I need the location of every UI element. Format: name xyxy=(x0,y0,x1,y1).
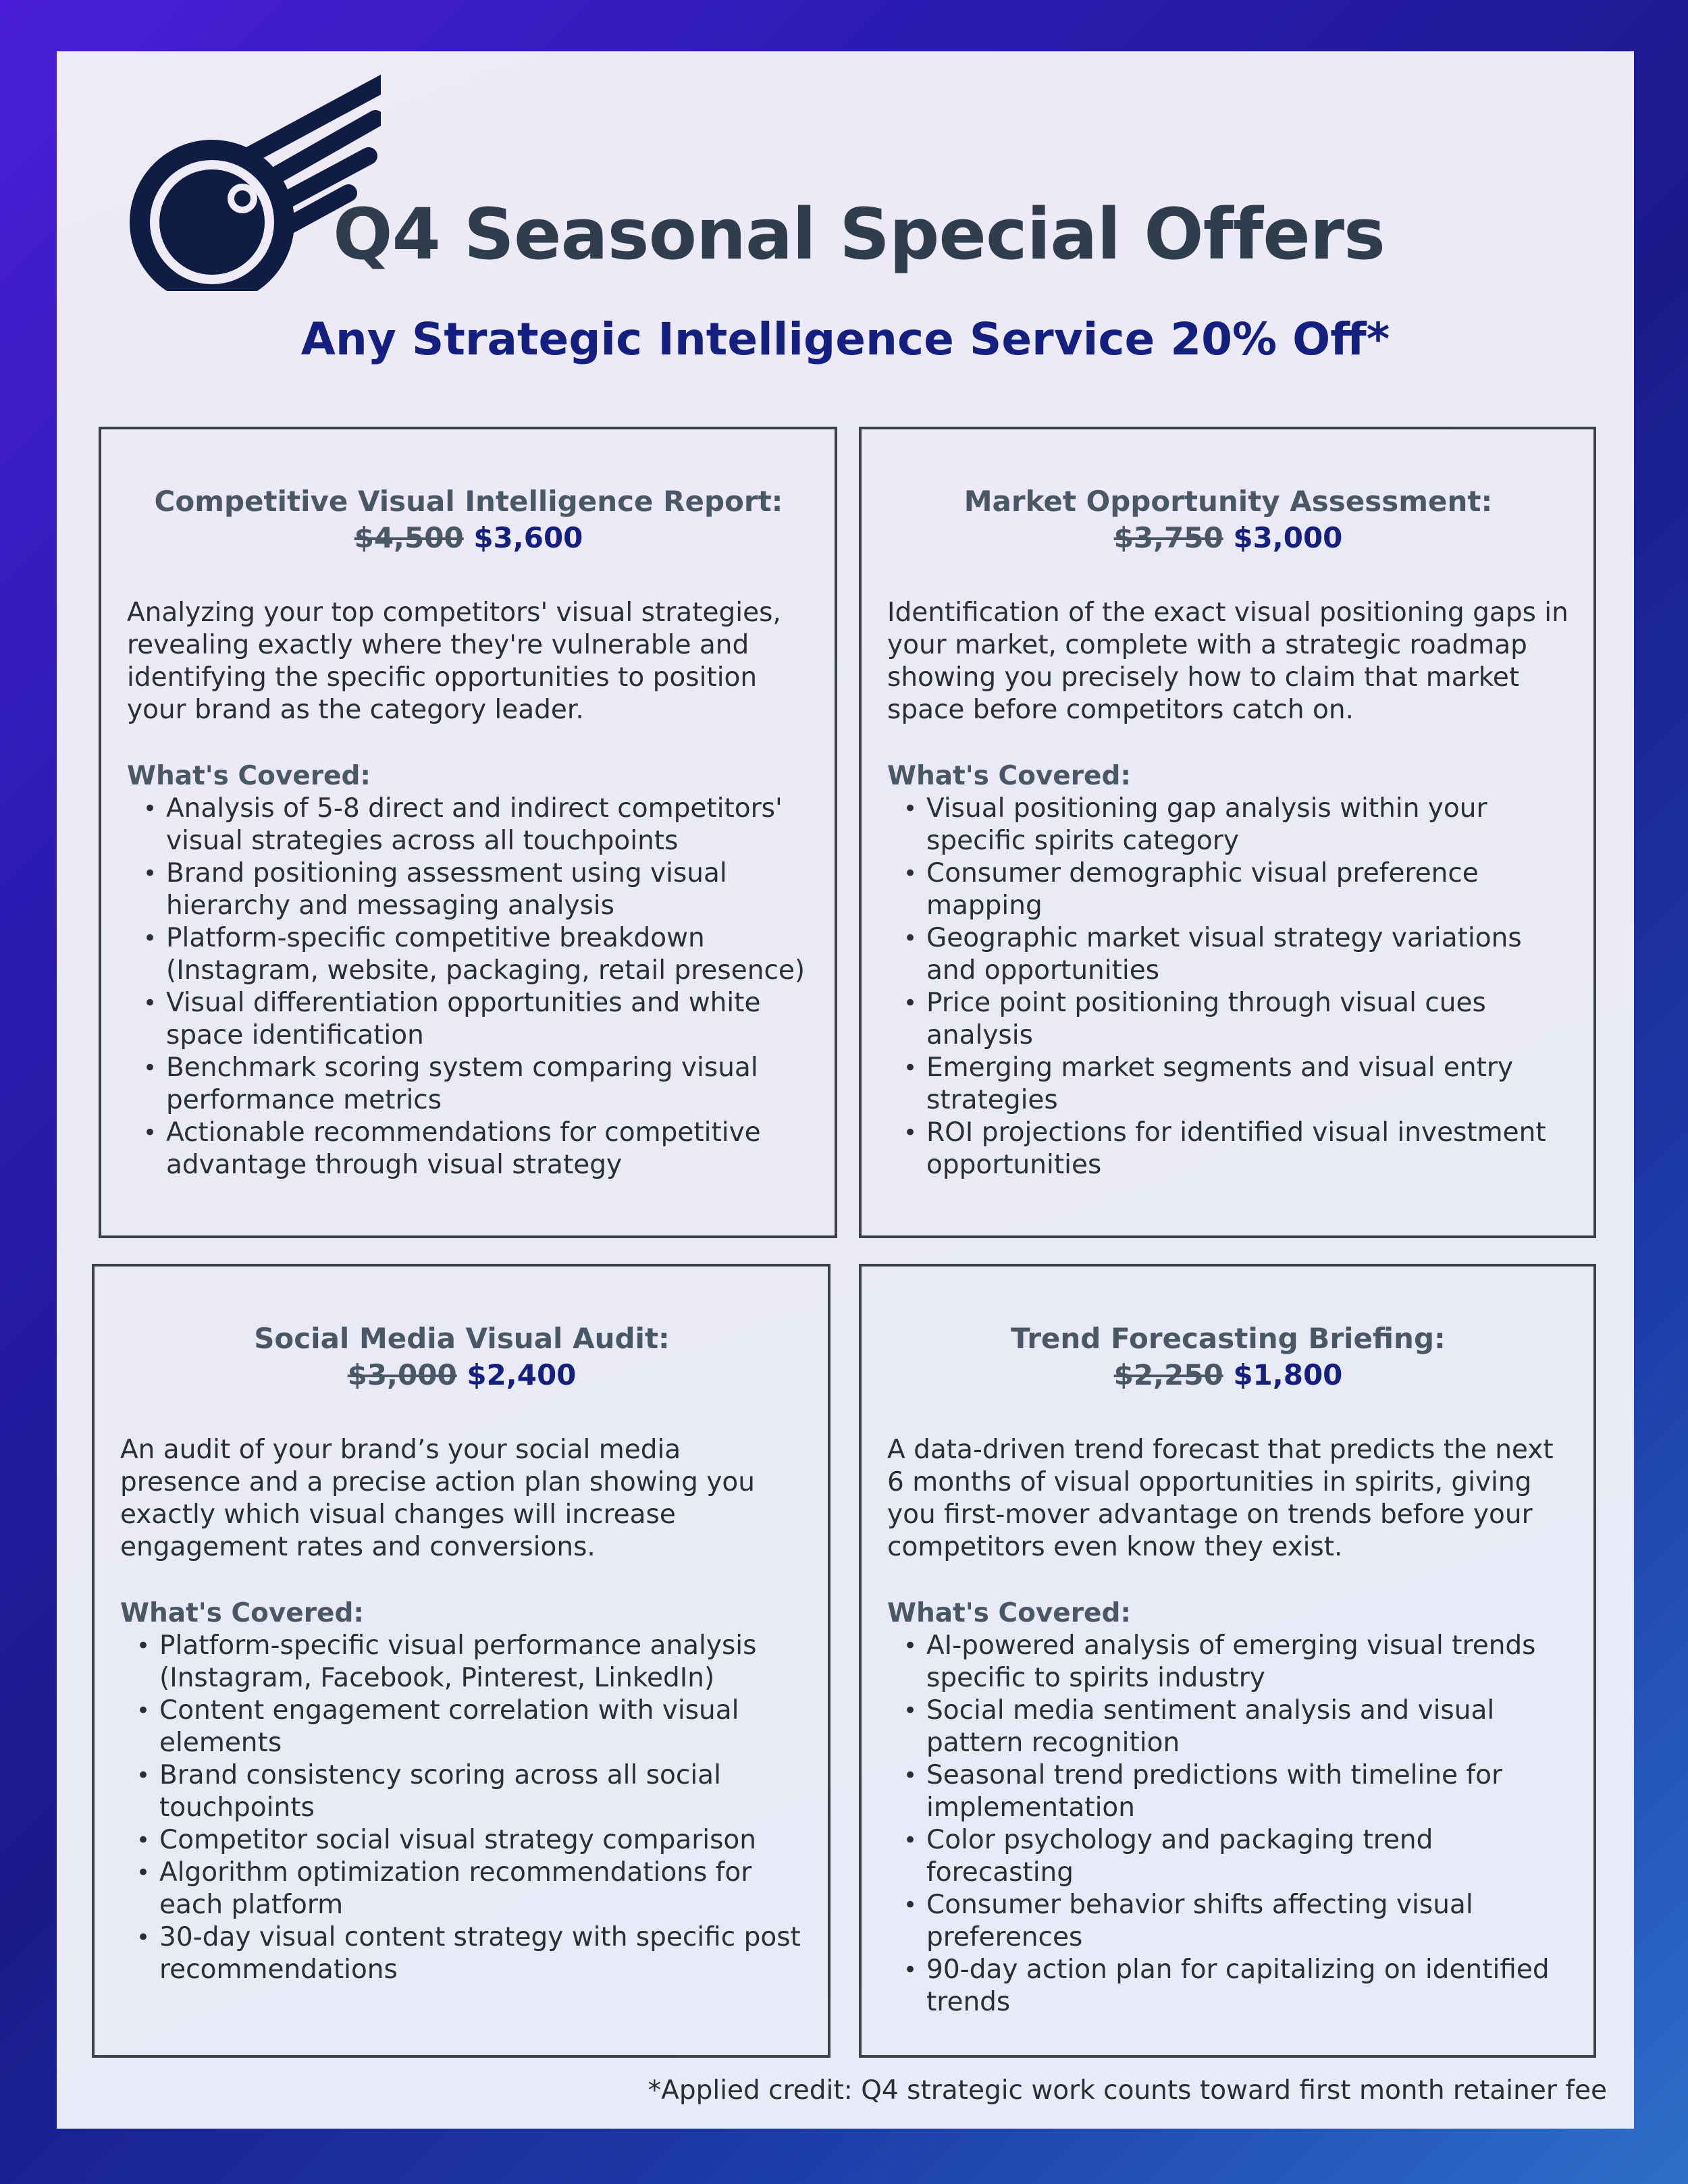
old-price: $2,250 xyxy=(1113,1358,1223,1391)
price-line xyxy=(120,1357,803,1393)
list-item: • Visual differentiation opportunities and white space identification xyxy=(166,987,810,1052)
covered-label: What's Covered: xyxy=(120,1598,364,1628)
card-title: Social Media Visual Audit: xyxy=(254,1322,670,1355)
offer-card-social-media-audit xyxy=(92,1264,830,2058)
old-price: $4,500 xyxy=(354,521,464,554)
list-item: • Seasonal trend predictions with timeline for implementation xyxy=(926,1759,1569,1824)
covered-label: What's Covered: xyxy=(127,761,371,791)
offer-card-competitive-visual xyxy=(99,427,837,1238)
list-item: • Brand consistency scoring across all social touchpoints xyxy=(159,1759,803,1824)
card-title: Market Opportunity Assessment: xyxy=(964,485,1493,518)
card-title: Competitive Visual Intelligence Report: xyxy=(154,485,783,518)
list-item: • Color psychology and packaging trend forecasting xyxy=(926,1824,1569,1889)
list-item: • Social media sentiment analysis and visual pattern recognition xyxy=(926,1695,1569,1759)
list-item: • Algorithm optimization recommendations for each platform xyxy=(159,1857,803,1921)
list-item: • Analysis of 5-8 direct and indirect competitors' visual strategies across all touchpoints xyxy=(166,793,810,857)
list-item: • AI-powered analysis of emerging visual trends specific to spirits industry xyxy=(926,1630,1569,1695)
covered-label: What's Covered: xyxy=(887,761,1131,791)
offer-card-market-opportunity xyxy=(859,427,1596,1238)
list-item: • Price point positioning through visual cues analysis xyxy=(926,987,1569,1052)
card-description: Identification of the exact visual positioning gaps in your market, complete with a strategic roadmap showing you precisely how to claim that market space before competitors catch on. xyxy=(887,597,1568,725)
card-description: Analyzing your top competitors' visual strategies, revealing exactly where they're vulnerable and identifying the specific opportunities to position your brand as the category leader. xyxy=(127,597,781,725)
new-price: $1,800 xyxy=(1233,1358,1343,1391)
list-item: • Consumer demographic visual preference mapping xyxy=(926,857,1569,922)
price-line xyxy=(887,1357,1569,1393)
covered-list xyxy=(887,793,1569,1181)
new-price: $3,600 xyxy=(473,521,583,554)
covered-list xyxy=(120,1630,803,1986)
card-description: A data-driven trend forecast that predicts the next 6 months of visual opportunities in spirits, giving you first-mover advantage on trends before your competitors even know they exist. xyxy=(887,1435,1554,1562)
list-item: • Brand positioning assessment using visual hierarchy and messaging analysis xyxy=(166,857,810,922)
list-item: • Benchmark scoring system comparing visual performance metrics xyxy=(166,1052,810,1117)
list-item: • 90-day action plan for capitalizing on identified trends xyxy=(926,1954,1569,2019)
old-price: $3,000 xyxy=(347,1358,457,1391)
footnote: *Applied credit: Q4 strategic work counts toward first month retainer fee xyxy=(648,2075,1607,2106)
list-item: • 30-day visual content strategy with specific post recommendations xyxy=(159,1921,803,1986)
list-item: • ROI projections for identified visual investment opportunities xyxy=(926,1117,1569,1181)
covered-list xyxy=(127,793,810,1181)
list-item: • Geographic market visual strategy variations and opportunities xyxy=(926,922,1569,987)
page-subtitle: Any Strategic Intelligence Service 20% Off* xyxy=(300,313,1390,365)
price-line xyxy=(887,520,1569,556)
list-item: • Content engagement correlation with visual elements xyxy=(159,1695,803,1759)
list-item: • Competitor social visual strategy comparison xyxy=(159,1824,803,1857)
list-item: • Actionable recommendations for competitive advantage through visual strategy xyxy=(166,1117,810,1181)
price-line xyxy=(127,520,810,556)
list-item: • Consumer behavior shifts affecting visual preferences xyxy=(926,1889,1569,1954)
list-item: • Platform-specific visual performance analysis (Instagram, Facebook, Pinterest, LinkedIn) xyxy=(159,1630,803,1695)
list-item: • Emerging market segments and visual entry strategies xyxy=(926,1052,1569,1117)
offer-card-trend-forecasting xyxy=(859,1264,1596,2058)
list-item: • Platform-specific competitive breakdown (Instagram, website, packaging, retail presence) xyxy=(166,922,810,987)
page-title: Q4 Seasonal Special Offers xyxy=(333,193,1385,275)
flyer-page xyxy=(57,51,1634,2129)
new-price: $2,400 xyxy=(467,1358,577,1391)
new-price: $3,000 xyxy=(1233,521,1343,554)
covered-label: What's Covered: xyxy=(887,1598,1131,1628)
card-title: Trend Forecasting Briefing: xyxy=(1011,1322,1446,1355)
covered-list xyxy=(887,1630,1569,2019)
old-price: $3,750 xyxy=(1113,521,1223,554)
card-description: An audit of your brand’s your social media presence and a precise action plan showing you exactly which visual changes will increase engagement rates and conversions. xyxy=(120,1435,755,1562)
list-item: • Visual positioning gap analysis within your specific spirits category xyxy=(926,793,1569,857)
